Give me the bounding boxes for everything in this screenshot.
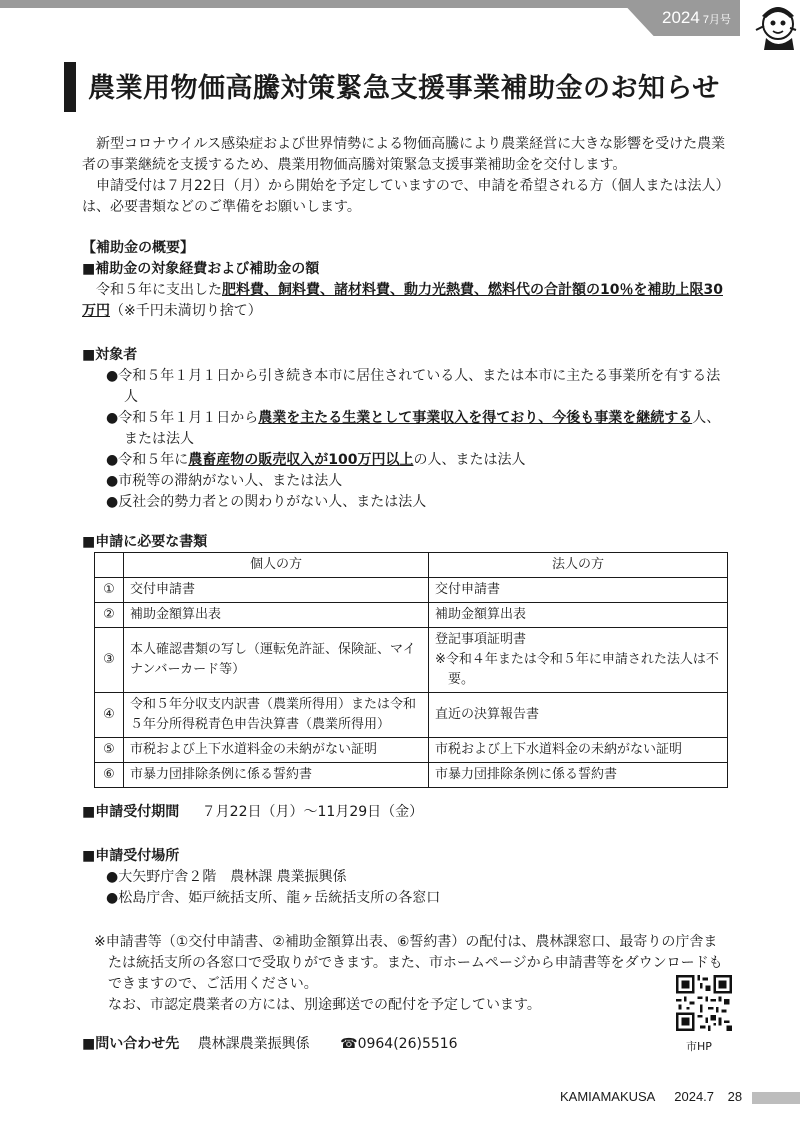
- overview-text-highlight: 肥料費、飼料費、諸材料費、動力光熱費、燃料代の合計額の10％を補助上限30万円: [82, 282, 723, 319]
- qr-label: 市HP: [686, 1040, 712, 1053]
- list-item: ●大矢野庁舎２階 農林課 農業振興係: [106, 869, 347, 885]
- list-item: ●令和５年に農畜産物の販売収入が100万円以上の人、または法人: [106, 452, 526, 468]
- footer-bar: [752, 1092, 800, 1104]
- page-number: 28: [727, 1089, 743, 1104]
- overview-section: [82, 238, 732, 322]
- table-row: ⑥ 市暴力団排除条例に係る誓約書 市暴力団排除条例に係る誓約書: [95, 763, 728, 788]
- documents-table: [94, 552, 728, 788]
- table-row: ① 交付申請書 交付申請書: [95, 578, 728, 603]
- list-item: ●令和５年１月１日から引き続き本市に居住されている人、または本市に主たる事業所を有する法人: [106, 368, 721, 405]
- footer-magazine: KAMIAMAKUSA: [560, 1089, 655, 1104]
- page-title: 農業用物価高騰対策緊急支援事業補助金のお知らせ: [88, 73, 720, 104]
- overview-heading: 【補助金の概要】: [82, 240, 194, 256]
- period-value: ７月22日（月）～11月29日（金）: [201, 804, 424, 820]
- table-row: ③ 本人確認書類の写し（運転免許証、保険証、マイナンバーカード等） 登記事項証明書 ※令和４年または令和５年に申請された法人は不要。: [95, 628, 728, 693]
- issue-year: 2024: [662, 8, 700, 27]
- contact-phone: ☎0964(26)5516: [340, 1036, 458, 1052]
- column-corporate: 法人の方: [429, 553, 728, 578]
- place-list: [82, 867, 732, 909]
- place-section: [82, 846, 732, 909]
- list-item: ●市税等の滞納がない人、または法人: [106, 473, 343, 489]
- table-row: ④ 令和５年分収支内訳書（農業所得用）または令和５年分所得税青色申告決算書（農業所得用） 直近の決算報告書: [95, 693, 728, 738]
- table-header-row: [95, 553, 728, 578]
- eligibility-heading: ■対象者: [82, 347, 138, 363]
- period-label: ■申請受付期間: [82, 804, 180, 820]
- column-individual: 個人の方: [124, 553, 429, 578]
- contact-section: [82, 1034, 732, 1055]
- contact-dept: 農林課農業振興係: [197, 1036, 310, 1052]
- intro-paragraph-1: 新型コロナウイルス感染症および世界情勢による物価高騰により農業経営に大きな影響を受けた農業者の事業継続を支援するため、農業用物価高騰対策緊急支援事業補助金を交付します。: [82, 136, 726, 173]
- list-item: ●松島庁舎、姫戸統括支所、龍ヶ岳統括支所の各窓口: [106, 890, 441, 906]
- overview-text: [82, 280, 732, 322]
- note-section: [94, 932, 730, 1016]
- overview-text-post: （※千円未満切り捨て）: [110, 303, 262, 319]
- note-paragraph-1: ※申請書等（①交付申請書、②補助金額算出表、⑥誓約書）の配付は、農林課窓口、最寄りの庁舎または統括支所の各窓口で受取りができます。また、市ホームページから申請書等をダウンロードもできますので、ご活用ください。: [94, 934, 723, 992]
- table-row: ⑤ 市税および上下水道料金の未納がない証明 市税および上下水道料金の未納がない証明: [95, 738, 728, 763]
- table-row: ② 補助金額算出表 補助金額算出表: [95, 603, 728, 628]
- place-heading: ■申請受付場所: [82, 848, 180, 864]
- issue-month: 7月号: [702, 14, 731, 26]
- mascot-icon: [752, 0, 800, 52]
- list-item: ●令和５年１月１日から農業を主たる生業として事業収入を得ており、今後も事業を継続する人、または法人: [106, 410, 721, 447]
- header-band: [0, 0, 650, 8]
- documents-heading: ■申請に必要な書類: [82, 534, 208, 550]
- note-paragraph-2: なお、市認定農業者の方には、別途郵送での配付を予定しています。: [108, 997, 541, 1013]
- footer: [560, 1089, 742, 1104]
- eligibility-list: [82, 366, 732, 513]
- intro-paragraph-2: 申請受付は７月22日（月）から開始を予定していますので、申請を希望される方（個人または法人）は、必要書類などのご準備をお願いします。: [82, 178, 730, 215]
- overview-text-pre: 令和５年に支出した: [96, 282, 222, 298]
- intro: [82, 134, 732, 218]
- qr-code-icon[interactable]: [676, 975, 732, 1031]
- period-section: [82, 802, 732, 823]
- footer-date: 2024.7: [674, 1089, 715, 1104]
- overview-subheading: ■補助金の対象経費および補助金の額: [82, 261, 320, 277]
- title-accent-bar: [64, 62, 76, 112]
- eligibility-section: [82, 345, 732, 513]
- contact-label: ■問い合わせ先: [82, 1036, 180, 1052]
- list-item: ●反社会的勢力者との関わりがない人、または法人: [106, 494, 427, 510]
- issue-label: [662, 8, 731, 28]
